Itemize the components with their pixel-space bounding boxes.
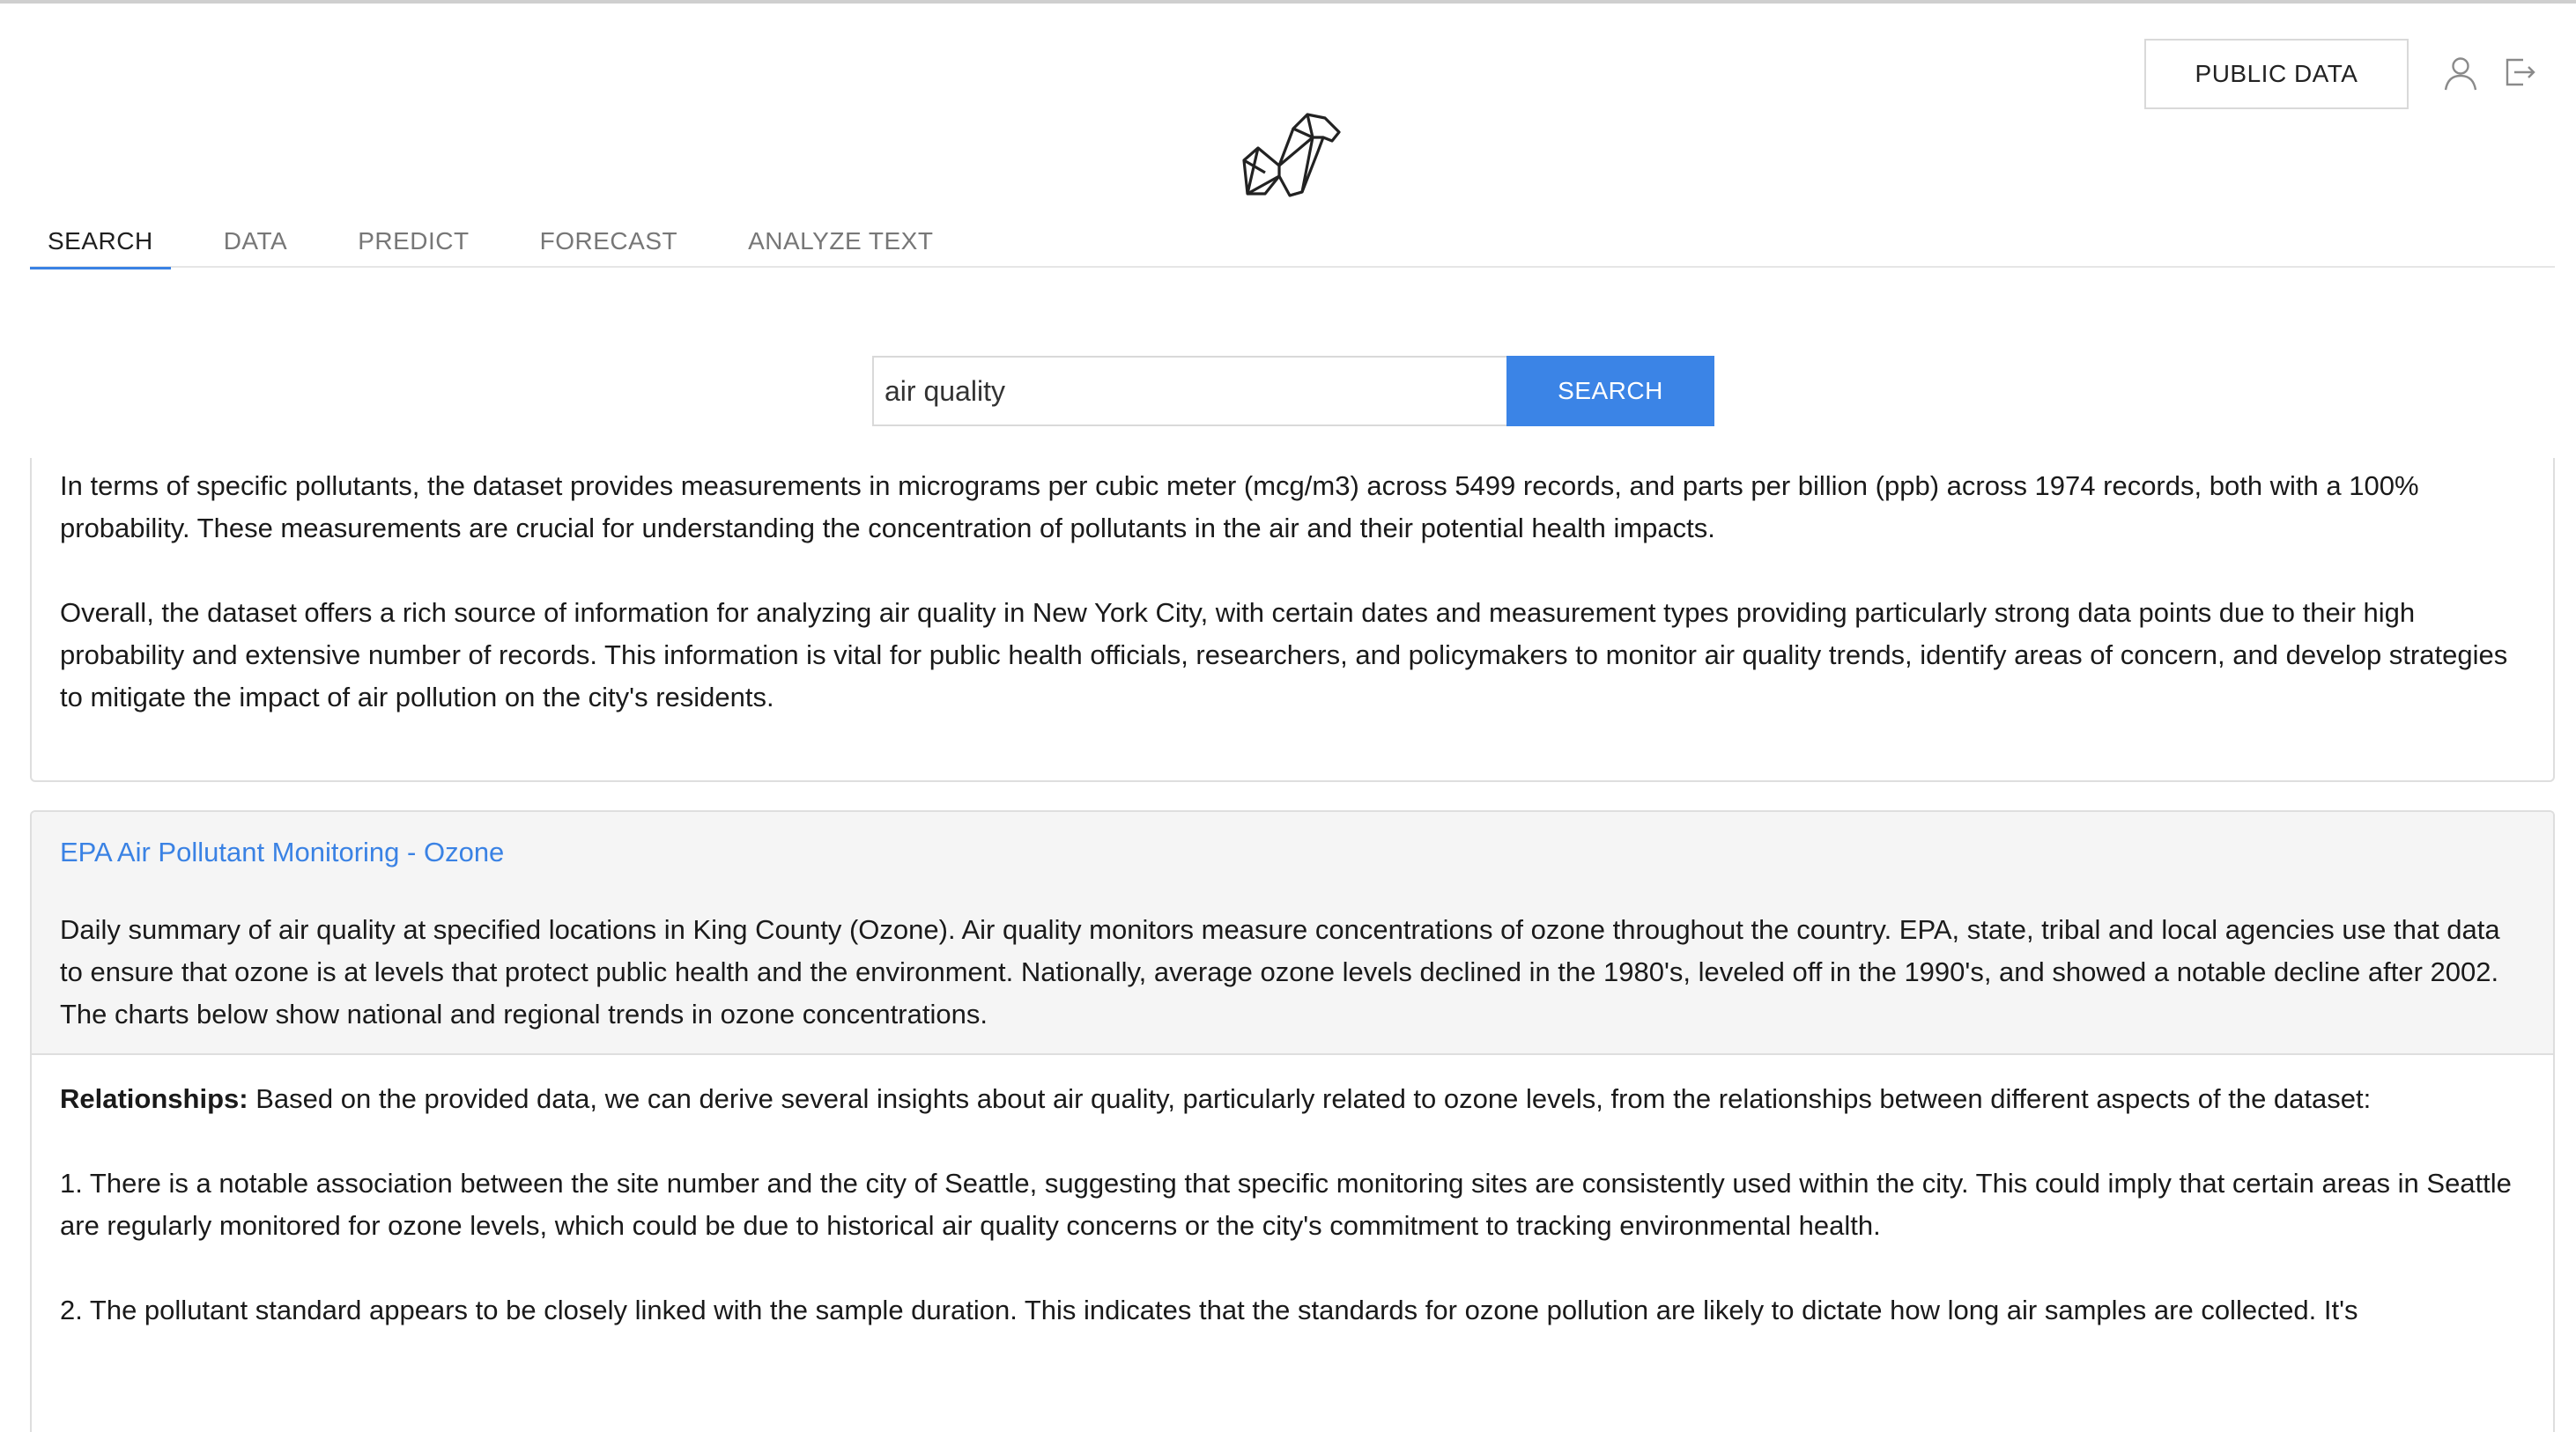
top-border [0,0,2576,4]
relationship-point: 2. The pollutant standard appears to be closely linked with the sample duration. This indicates that the standards for ozone pollution are likely to dictate how long air samples are collected. It's [60,1295,2358,1325]
result-card-epa-ozone [30,810,2555,1432]
result-card-nyc-air-quality [30,458,2555,782]
main-tabs [30,215,2555,268]
user-icon[interactable] [2442,55,2479,92]
tab-predict[interactable]: PREDICT [358,227,470,255]
result-description: Daily summary of air quality at specified locations in King County (Ozone). Air quality monitors measure concentrations of ozone throughout the country. EPA, state, tribal and local agencies use that data to ensure that ozone is at levels that protect public health and the environment. Nationally, average ozone levels declined in the 1980's, leveled off in the 1990's, and showed a notable decline after 2002. The charts below show national and regional trends in ozone concentrations. [60,914,2500,1030]
relationships-intro: Based on the provided data, we can derive several insights about air quality, particularly related to ozone levels, from the relationships between different aspects of the dataset: [248,1083,2372,1114]
search-button[interactable]: SEARCH [1506,356,1714,426]
logout-icon[interactable] [2502,55,2537,90]
tab-analyze-text[interactable]: ANALYZE TEXT [748,227,934,255]
tab-forecast[interactable]: FORECAST [539,227,678,255]
tab-search[interactable]: SEARCH [30,215,171,268]
public-data-button[interactable]: PUBLIC DATA [2144,39,2409,109]
result-paragraph: Overall, the dataset offers a rich source of information for analyzing air quality in New York City, with certain dates and measurement types providing particularly strong data points due to their high probability and extensive number of records. This information is vital for public health officials, researchers, and policymakers to monitor air quality trends, identify areas of concern, and develop strategies to mitigate the impact of air pollution on the city's residents. [60,597,2508,712]
search-input[interactable] [872,356,1506,426]
relationships-label: Relationships: [60,1083,248,1114]
origami-dog-logo[interactable] [1240,111,1343,201]
result-title-link[interactable]: EPA Air Pollutant Monitoring - Ozone [60,837,505,867]
tab-data[interactable]: DATA [223,227,288,255]
result-card-header [32,812,2553,1055]
relationship-point: 1. There is a notable association between the site number and the city of Seattle, suggesting that specific monitoring sites are consistently used within the city. This could imply that certain areas in Seattle are regularly monitored for ozone levels, which could be due to historical air quality concerns or the city's commitment to tracking environmental health. [60,1168,2512,1241]
result-card-body [32,1055,2553,1432]
relationships-paragraph [60,1078,2525,1120]
result-paragraph: In terms of specific pollutants, the dataset provides measurements in micrograms per cubic meter (mcg/m3) across 5499 records, and parts per billion (ppb) across 1974 records, both with a 100% probability. These measurements are crucial for understanding the concentration of pollutants in the air and their potential health impacts. [60,470,2419,543]
